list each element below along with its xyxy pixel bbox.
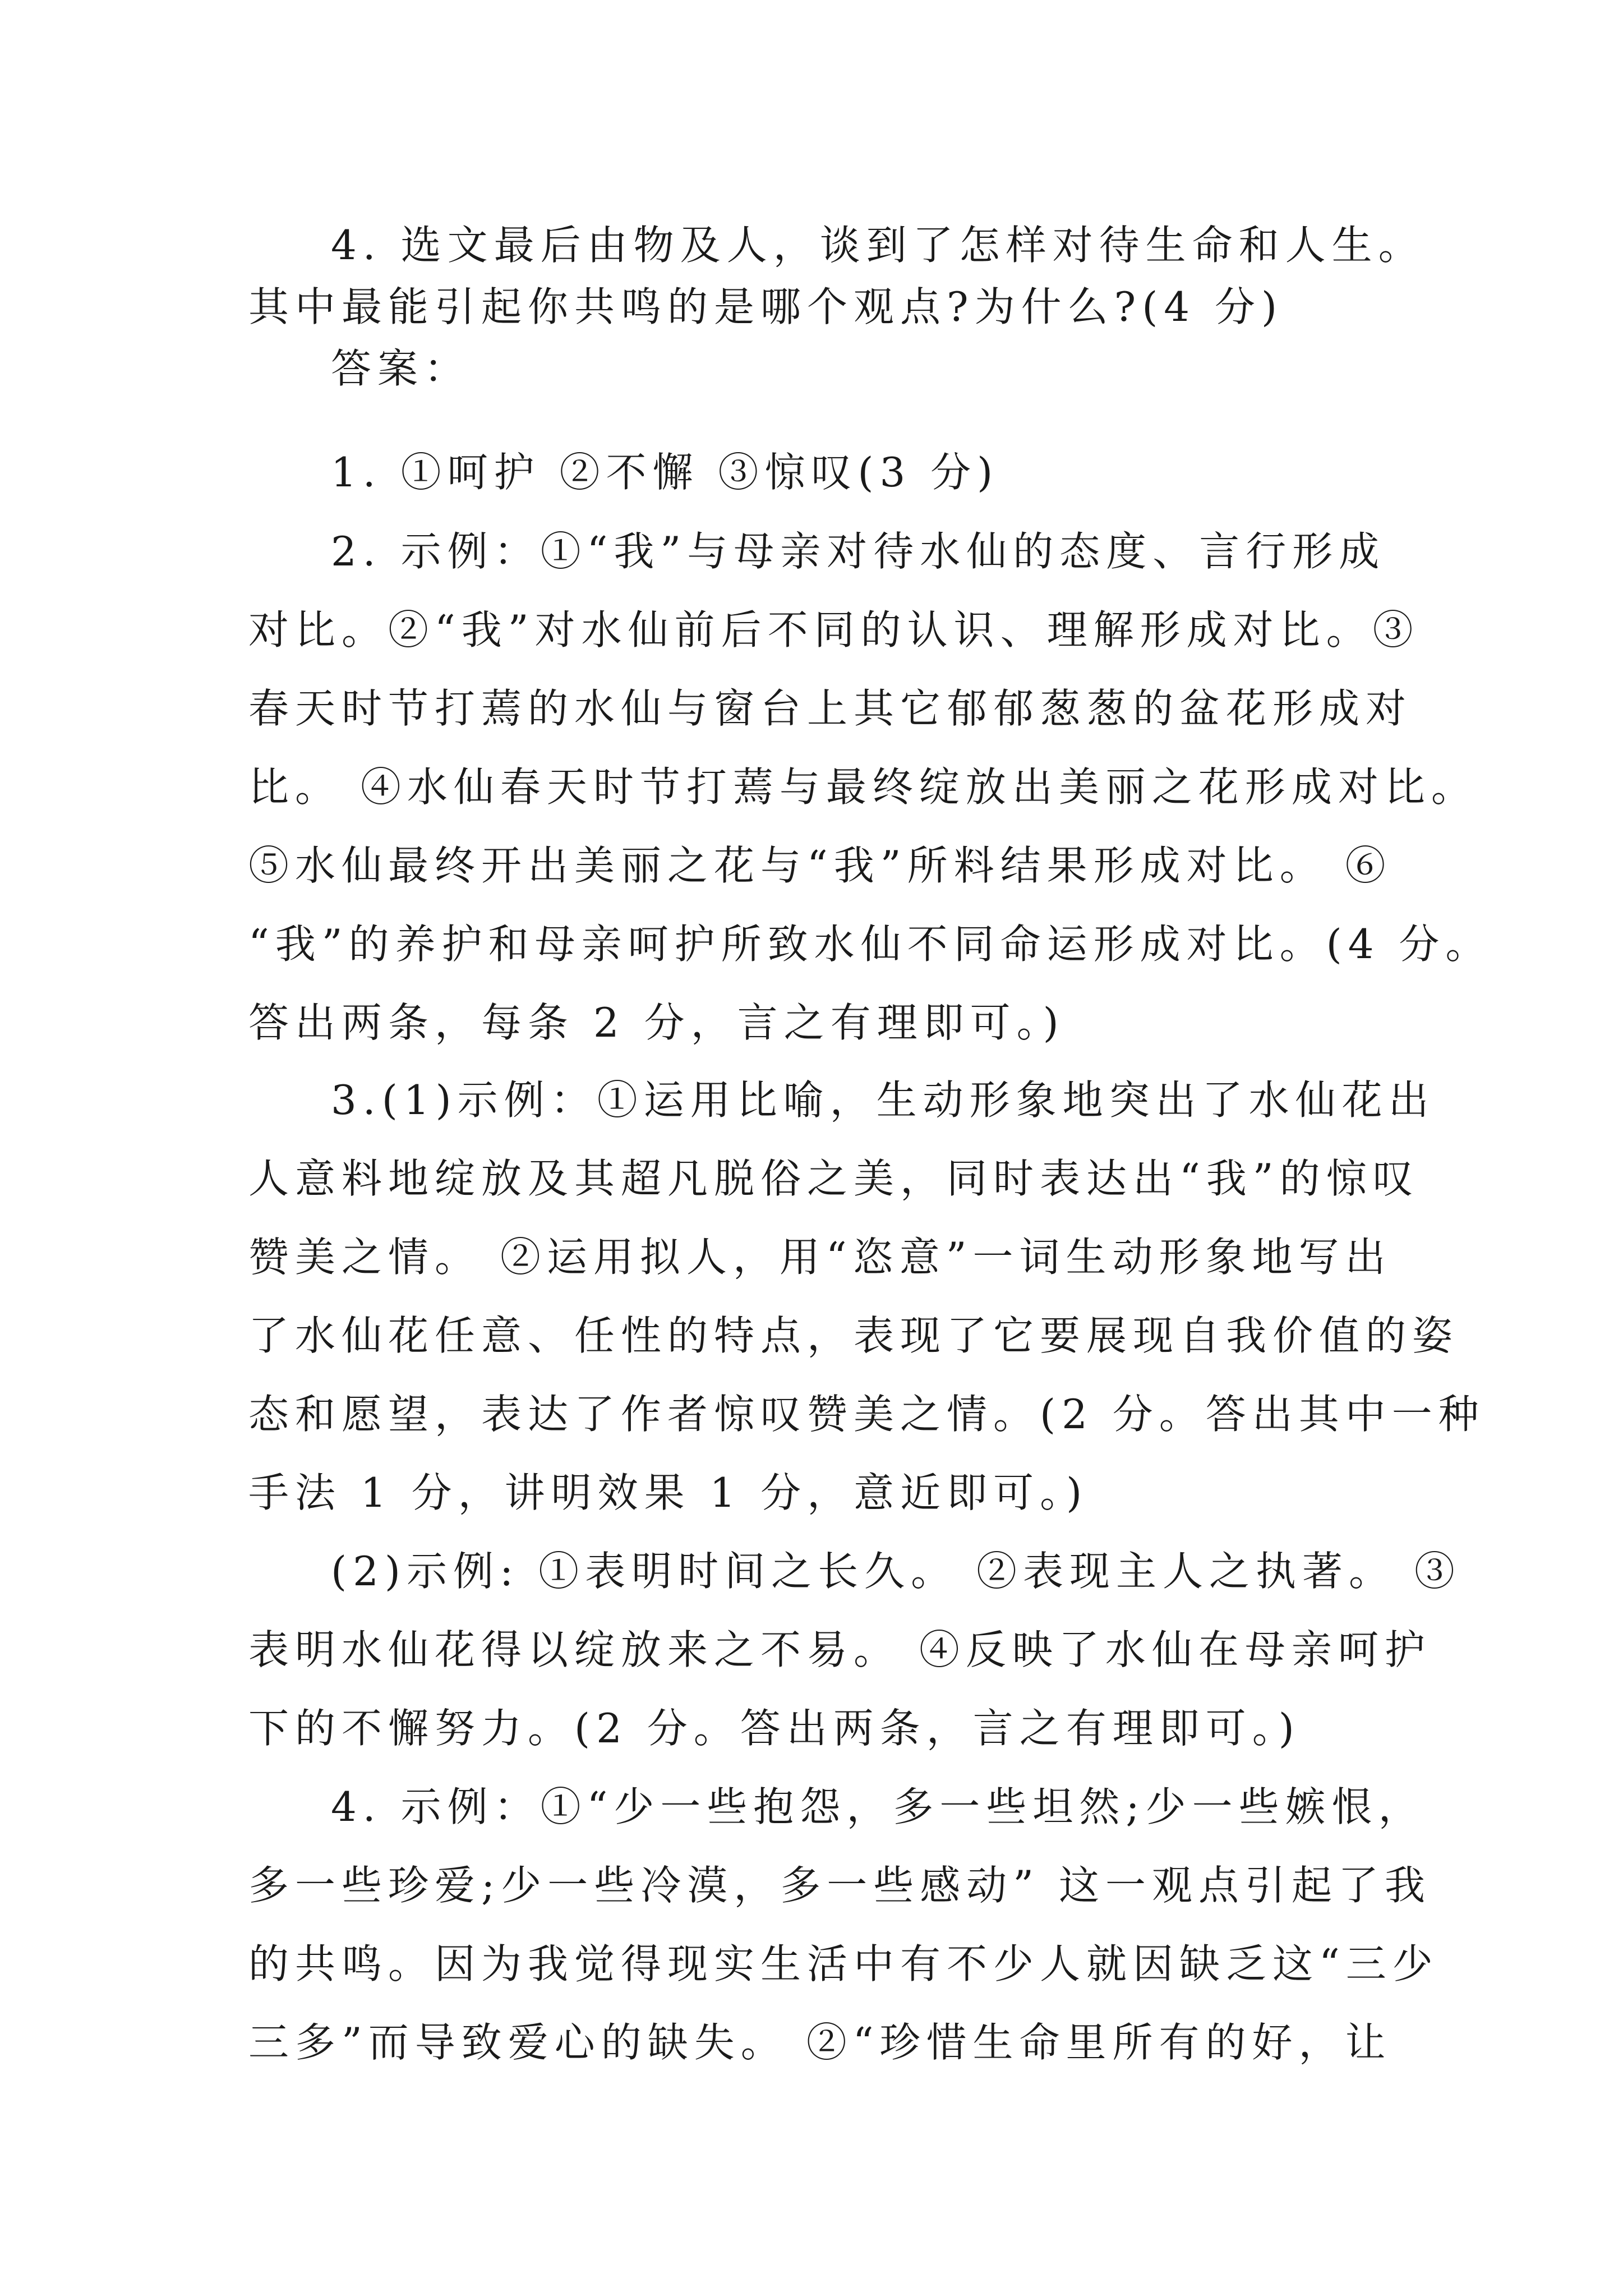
text-line: 对比。②“我”对水仙前后不同的认识、理解形成对比。③: [248, 606, 1419, 654]
text-line: 下的不懈努力。(2 分。答出两条，言之有理即可。): [248, 1705, 1301, 1752]
text-line: 的共鸣。因为我觉得现实生活中有不少人就因缺乏这“三少: [248, 1940, 1439, 1987]
text-line: 1. ①呵护 ②不懈 ③惊叹(3 分): [331, 449, 999, 496]
text-line: 态和愿望，表达了作者惊叹赞美之情。(2 分。答出其中一种: [248, 1391, 1485, 1438]
text-line: 表明水仙花得以绽放来之不易。 ④反映了水仙在母亲呵护: [248, 1626, 1431, 1673]
text-line: 3.(1)示例：①运用比喻，生动形象地突出了水仙花出: [331, 1076, 1435, 1124]
text-line: 4. 示例：①“少一些抱怨，多一些坦然;少一些嫉恨，: [331, 1783, 1425, 1830]
text-line: 赞美之情。 ②运用拟人，用“恣意”一词生动形象地写出: [248, 1234, 1392, 1281]
text-line: 答出两条，每条 2 分，言之有理即可。): [248, 999, 1065, 1046]
text-line: 其中最能引起你共鸣的是哪个观点?为什么?(4 分): [248, 283, 1284, 330]
text-line: “我”的养护和母亲呵护所致水仙不同命运形成对比。(4 分。: [248, 921, 1492, 968]
text-line: 春天时节打蔫的水仙与窗台上其它郁郁葱葱的盆花形成对: [248, 685, 1413, 732]
text-line: 了水仙花任意、任性的特点，表现了它要展现自我价值的姿: [248, 1312, 1459, 1359]
text-line: 多一些珍爱;少一些冷漠，多一些感动” 这一观点引起了我: [248, 1862, 1431, 1909]
text-line: 答案：: [331, 345, 471, 392]
text-line: 三多”而导致爱心的缺失。 ②“珍惜生命里所有的好，让: [248, 2019, 1392, 2066]
text-line: 4. 选文最后由物及人，谈到了怎样对待生命和人生。: [331, 222, 1425, 269]
text-line: (2)示例: ①表明时间之长久。 ②表现主人之执著。 ③: [331, 1548, 1461, 1595]
text-line: 2. 示例：①“我”与母亲对待水仙的态度、言行形成: [331, 528, 1386, 575]
text-line: ⑤水仙最终开出美丽之花与“我”所料结果形成对比。 ⑥: [248, 842, 1392, 889]
text-line: 人意料地绽放及其超凡脱俗之美，同时表达出“我”的惊叹: [248, 1155, 1419, 1202]
text-line: 手法 1 分，讲明效果 1 分，意近即可。): [248, 1469, 1089, 1516]
text-line: 比。 ④水仙春天时节打蔫与最终绽放出美丽之花形成对比。: [248, 763, 1478, 811]
